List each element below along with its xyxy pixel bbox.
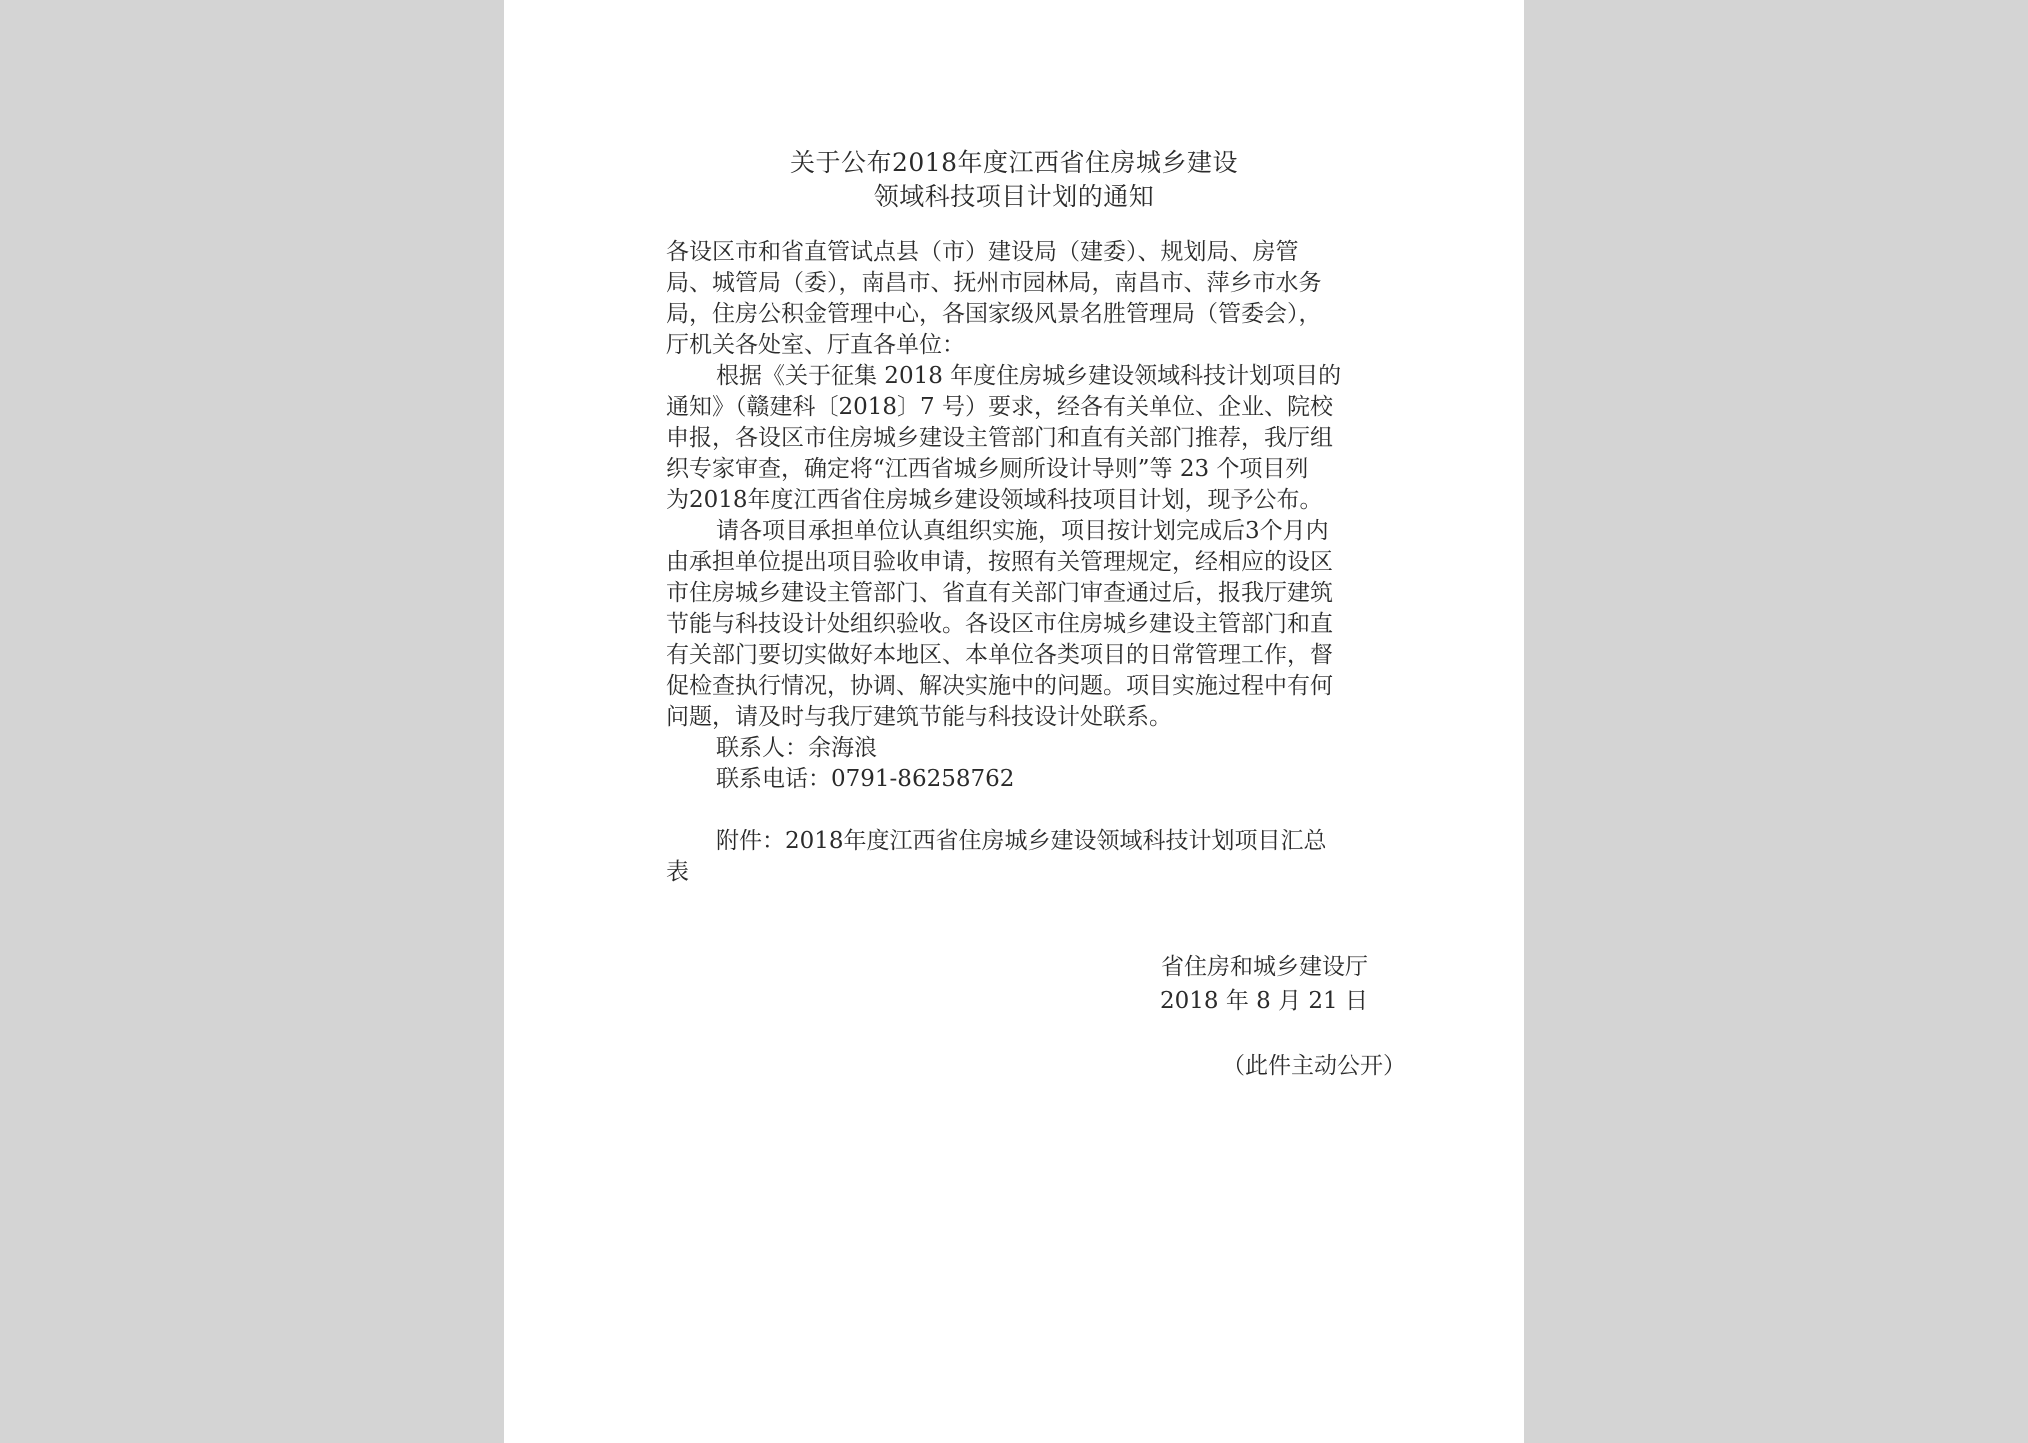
addressee-line: 各设区市和省直管试点县（市）建设局（建委）、规划局、房管	[666, 239, 1299, 265]
signature-block	[1160, 950, 1368, 1018]
paragraph-line: 通知》（赣建科〔2018〕7 号）要求，经各有关单位、企业、院校	[666, 394, 1333, 420]
paragraph-line: 请各项目承担单位认真组织实施，项目按计划完成后3个月内	[716, 518, 1329, 544]
spacer	[666, 795, 1371, 826]
paragraph-line: 由承担单位提出项目验收申请，按照有关管理规定，经相应的设区	[666, 549, 1333, 575]
title-line: 领域科技项目计划的通知	[873, 182, 1155, 211]
paragraph-line: 申报，各设区市住房城乡建设主管部门和直有关部门推荐，我厅组	[666, 425, 1333, 451]
contact-person: 联系人：余海浪	[716, 735, 877, 761]
paragraph-line: 织专家审查，确定将“江西省城乡厕所设计导则”等 23 个项目列	[666, 456, 1309, 482]
issue-date: 2018 年 8 月 21 日	[1160, 988, 1368, 1014]
title-line: 关于公布2018年度江西省住房城乡建设	[789, 148, 1239, 177]
document-page	[504, 0, 1524, 1443]
paragraph-line: 促检查执行情况，协调、解决实施中的问题。项目实施过程中有何	[666, 673, 1333, 699]
disclosure-note: （此件主动公开）	[1222, 1053, 1406, 1079]
contact-phone: 联系电话：0791-86258762	[716, 766, 1015, 792]
paragraph-line: 市住房城乡建设主管部门、省直有关部门审查通过后，报我厅建筑	[666, 580, 1333, 606]
paragraph-line: 为2018年度江西省住房城乡建设领域科技项目计划，现予公布。	[666, 487, 1323, 513]
addressee-line: 局、城管局（委），南昌市、抚州市园林局，南昌市、萍乡市水务	[666, 270, 1322, 296]
addressee-line: 局，住房公积金管理中心，各国家级风景名胜管理局（管委会），	[666, 301, 1322, 327]
document-title	[504, 146, 1524, 214]
paragraph-line: 根据《关于征集 2018 年度住房城乡建设领域科技计划项目的	[716, 363, 1342, 389]
attachment-line: 表	[666, 859, 689, 885]
issuer-name: 省住房和城乡建设厅	[1161, 954, 1368, 980]
attachment-line: 附件：2018年度江西省住房城乡建设领域科技计划项目汇总	[716, 828, 1327, 854]
document-body	[666, 237, 1371, 888]
paragraph-line: 节能与科技设计处组织验收。各设区市住房城乡建设主管部门和直	[666, 611, 1333, 637]
paragraph-line: 问题，请及时与我厅建筑节能与科技设计处联系。	[666, 704, 1172, 730]
addressee-line: 厅机关各处室、厅直各单位：	[666, 332, 965, 358]
paragraph-line: 有关部门要切实做好本地区、本单位各类项目的日常管理工作，督	[666, 642, 1333, 668]
